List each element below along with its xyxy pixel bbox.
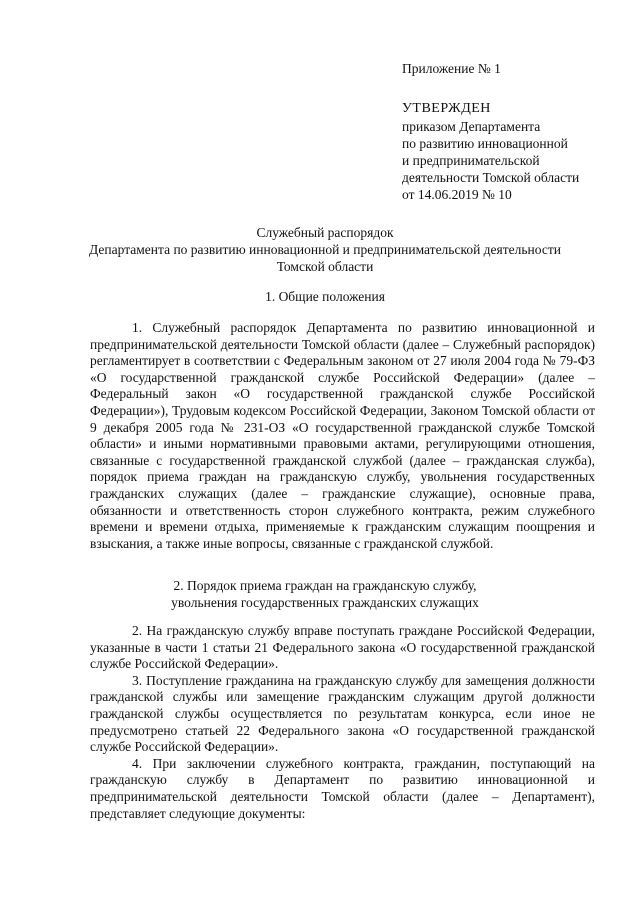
section-heading-line: 2. Порядок приема граждан на гражданскую службу, [173,578,477,593]
approval-line: от 14.06.2019 № 10 [402,187,512,202]
paragraph: 2. На гражданскую службу вправе поступать граждане Российской Федерации, указанные в части 1 статьи 21 Федерального закона «О государственной гражданской службе Российской Федерации». [90,623,595,672]
paragraph: 4. При заключении служебного контракта, гражданин, поступающий на гражданскую службу в Департамент по развитию инновационной и предпринимательской деятельности Томской области (далее – Департамент), представляет следующие документы: [90,755,595,821]
approval-line: по развитию инновационной [402,136,568,151]
approval-line: деятельности Томской области [402,170,580,185]
paragraph: 1. Служебный распорядок Департамента по развитию инновационной и предпринимательской деятельности Томской области (далее – Служебный распорядок) регламентирует в соответствии с Федеральным законом от 27 июля 2004 года № 79-ФЗ «О государственной гражданской службе Российской Федерации» (далее – Федеральный закон «О государственной гражданской службе Российской Федерации»), Трудовым кодексом Российской Федерации, Законом Томской области от 9 декабря 2005 года № 231-ОЗ «О государственной гражданской службе Томской области» и иными нормативными правовыми актами, регулирующими отношения, связанные с государственной гражданской службой (далее – гражданская служба), порядок приема граждан на гражданскую службу, увольнения государственных гражданских служащих (далее – гражданские служащие), основные права, обязанности и ответственность сторон служебного контракта, режим служебного времени и времени отдыха, применяемые к гражданским служащим поощрения и взыскания, а также иные вопросы, связанные с гражданской службой. [90,320,595,551]
document-title [60,224,590,275]
paragraph: 3. Поступление гражданина на гражданскую службу для замещения должности гражданской службы или замещение гражданским служащим другой должности гражданской службы осуществляется по результатам конкурса, если иное не предусмотрено статьей 22 Федерального закона «О государственной гражданской службе Российской Федерации». [90,672,595,755]
section-heading-line: увольнения государственных гражданских служащих [171,595,479,610]
title-line: Томской области [276,259,374,274]
section-heading [60,577,590,611]
approval-line: и предпринимательской [402,153,540,168]
title-line: Служебный распорядок [256,225,394,240]
section-heading: 1. Общие положения [265,289,385,304]
approval-line: приказом Департамента [402,119,541,134]
approval-block [402,100,579,203]
approval-heading: УТВЕРЖДЕН [402,101,491,116]
section-body [90,623,595,822]
section-body [90,320,595,552]
appendix-label: Приложение № 1 [402,61,501,76]
title-line: Департамента по развитию инновационной и предпринимательской деятельности [89,242,561,257]
